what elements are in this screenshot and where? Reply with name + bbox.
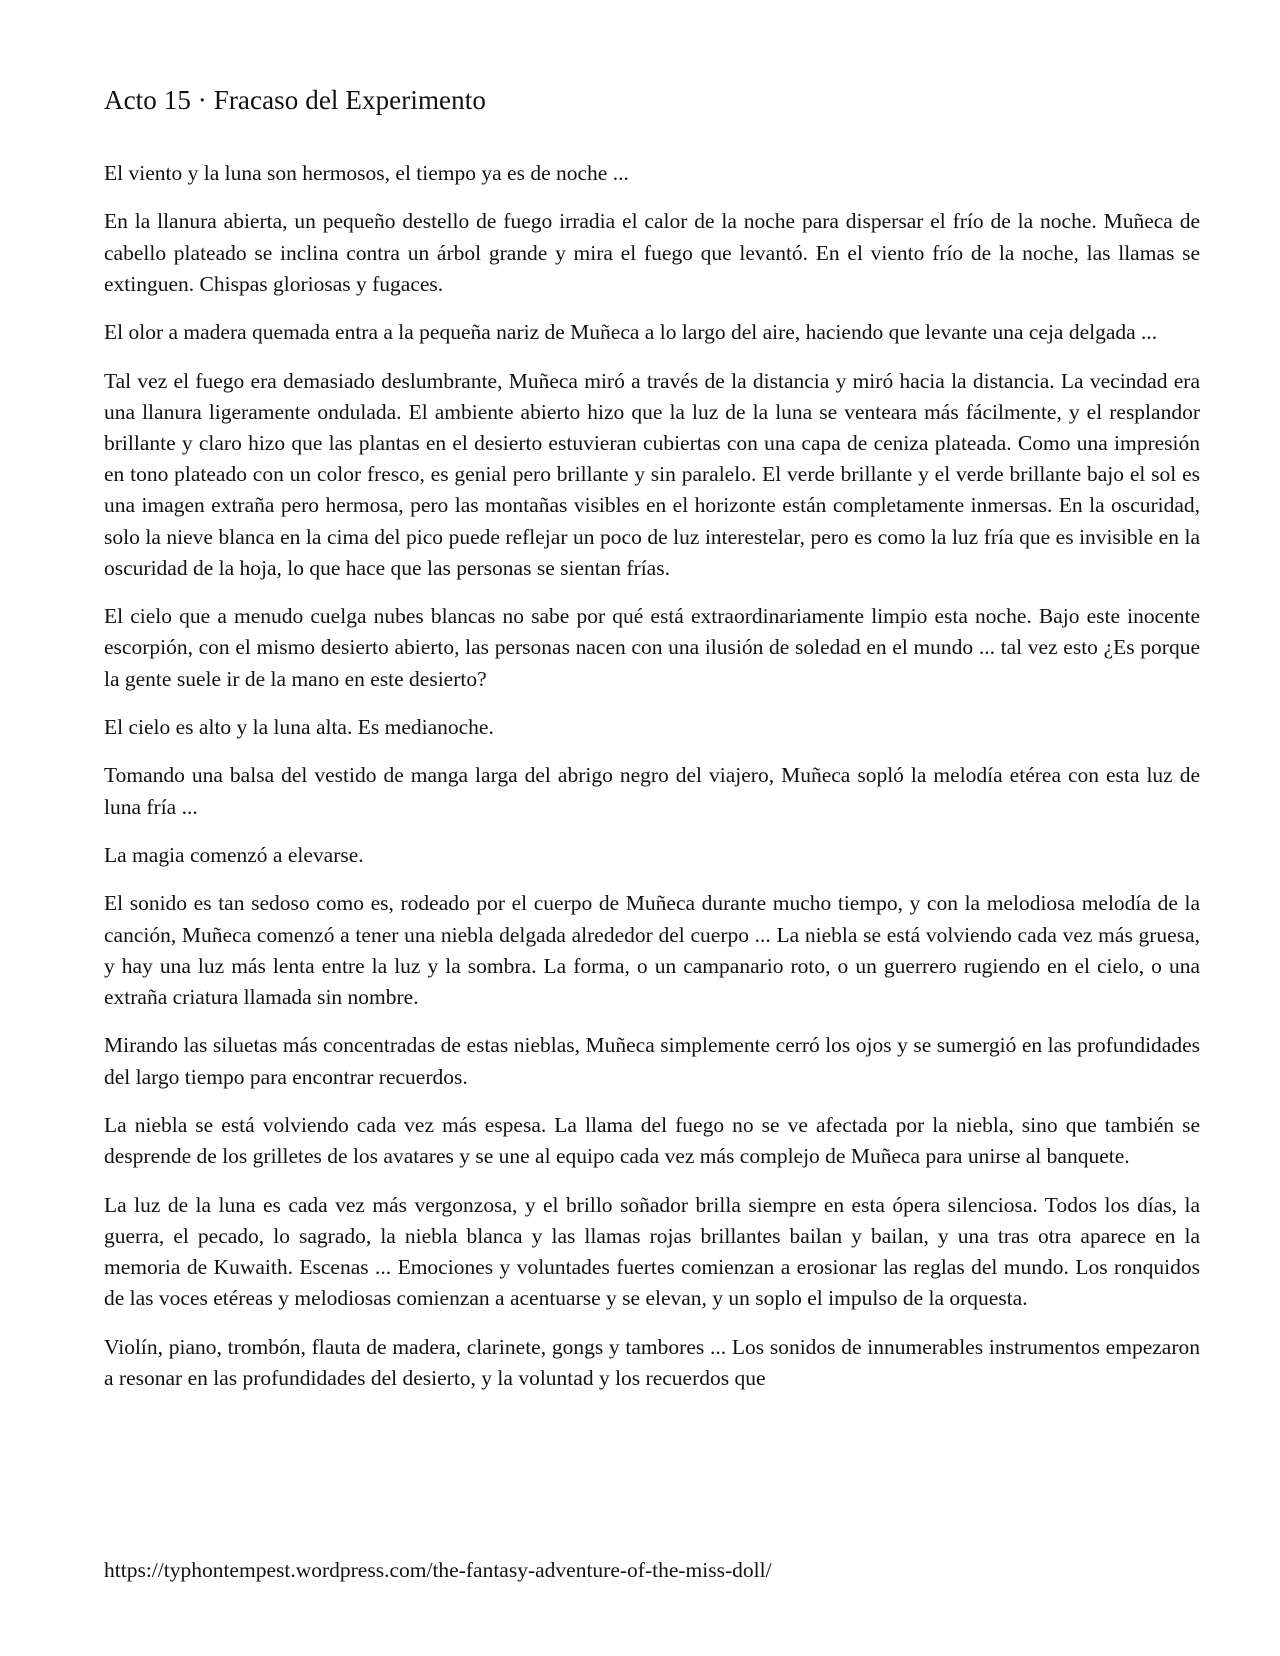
paragraph: La luz de la luna es cada vez más vergonzosa, y el brillo soñador brilla siempre en esta ópera silenciosa. Todos los días, la guerra, el pecado, lo sagrado, la niebla blanca y las llamas rojas brillantes bailan y bailan, y una tras otra aparece en la memoria de Kuwaith. Escenas ... Emociones y voluntades fuertes comienzan a erosionar las reglas del mundo. Los ronquidos de las voces etéreas y melodiosas comienzan a acentuarse y se elevan, y un soplo el impulso de la orquesta.	[104, 1192, 1200, 1311]
paragraph: Violín, piano, trombón, flauta de madera, clarinete, gongs y tambores ... Los sonidos de innumerables instrumentos empezaron a resonar en las profundidades del desierto, y la voluntad y los recuerdos que	[104, 1334, 1200, 1390]
document-page	[104, 82, 1200, 1411]
paragraph: La niebla se está volviendo cada vez más espesa. La llama del fuego no se ve afectada por la niebla, sino que también se desprende de los grilletes de los avatares y se une al equipo cada vez más complejo de Muñeca para unirse al banquete.	[104, 1112, 1200, 1169]
chapter-body	[104, 158, 1200, 1394]
paragraph: El cielo es alto y la luna alta. Es medianoche.	[104, 714, 494, 739]
paragraph: La magia comenzó a elevarse.	[104, 842, 364, 867]
paragraph: Tal vez el fuego era demasiado deslumbrante, Muñeca miró a través de la distancia y miró hacia la distancia. La vecindad era una llanura ligeramente ondulada. El ambiente abierto hizo que la luz de la luna se venteara más fácilmente, y el resplandor brillante y claro hizo que las plantas en el desierto estuvieran cubiertas con una capa de ceniza plateada. Como una impresión en tono plateado con un color fresco, es genial pero brillante y sin paralelo. El verde brillante y el verde brillante bajo el sol es una imagen extraña pero hermosa, pero las montañas visibles en el horizonte están completamente inmersas. En la oscuridad, solo la nieve blanca en la cima del pico puede reflejar un poco de luz interestelar, pero es como la luz fría que es invisible en la oscuridad de la hoja, lo que hace que las personas se sientan frías.	[104, 368, 1200, 580]
paragraph: El olor a madera quemada entra a la pequeña nariz de Muñeca a lo largo del aire, haciendo que levante una ceja delgada ...	[104, 320, 1158, 345]
paragraph: El viento y la luna son hermosos, el tiempo ya es de noche ...	[104, 161, 629, 185]
paragraph: Mirando las siluetas más concentradas de estas nieblas, Muñeca simplemente cerró los ojos y se sumergió en las profundidades del largo tiempo para encontrar recuerdos.	[104, 1033, 1200, 1089]
paragraph: Tomando una balsa del vestido de manga larga del abrigo negro del viajero, Muñeca sopló la melodía etérea con esta luz de luna fría ...	[104, 763, 1200, 819]
paragraph: En la llanura abierta, un pequeño destello de fuego irradia el calor de la noche para dispersar el frío de la noche. Muñeca de cabello plateado se inclina contra un árbol grande y mira el fuego que levantó. En el viento frío de la noche, las llamas se extinguen. Chispas gloriosas y fugaces.	[104, 209, 1200, 296]
source-url: https://typhontempest.wordpress.com/the-fantasy-adventure-of-the-miss-doll/	[104, 1558, 772, 1582]
paragraph: El cielo que a menudo cuelga nubes blancas no sabe por qué está extraordinariamente limpio esta noche. Bajo este inocente escorpión, con el mismo desierto abierto, las personas nacen con una ilusión de soledad en el mundo ... tal vez esto ¿Es porque la gente suele ir de la mano en este desierto?	[104, 604, 1200, 691]
chapter-title: Acto 15 · Fracaso del Experimento	[104, 85, 486, 115]
paragraph: El sonido es tan sedoso como es, rodeado por el cuerpo de Muñeca durante mucho tiempo, y con la melodiosa melodía de la canción, Muñeca comenzó a tener una niebla delgada alrededor del cuerpo ... La niebla se está volviendo cada vez más gruesa, y hay una luz más lenta entre la luz y la sombra. La forma, o un campanario roto, o un guerrero rugiendo en el cielo, o una extraña criatura llamada sin nombre.	[104, 891, 1200, 1009]
